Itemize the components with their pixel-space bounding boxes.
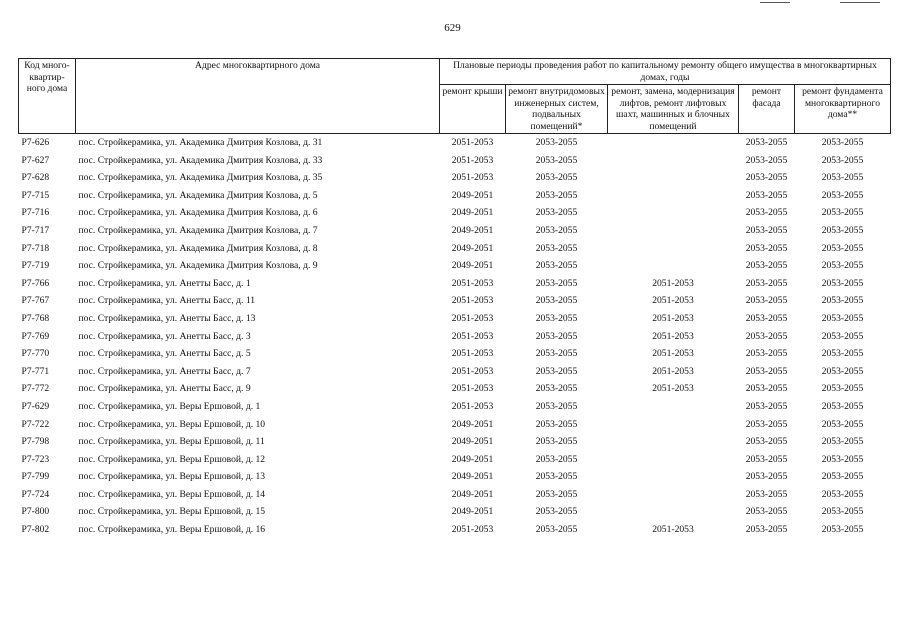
cell-roof: 2051-2053: [451, 172, 494, 184]
cell-foundation: 2053-2055: [821, 348, 864, 360]
cell-lifts: [608, 468, 739, 486]
cell-lifts: 2051-2053: [652, 524, 694, 536]
cell-roof: 2051-2053: [451, 524, 494, 536]
cell-lifts: 2051-2053: [652, 277, 694, 289]
cell-facade: 2053-2055: [745, 277, 788, 289]
cell-roof: 2051-2053: [451, 400, 494, 412]
cell-code: Р7-715: [21, 189, 50, 201]
cell-foundation: 2053-2055: [821, 137, 864, 148]
cell-lifts: [608, 152, 739, 170]
table-row: [19, 134, 891, 152]
header-lifts: ремонт, замена, модернизация лифтов, ремонт лифтовых шахт, машинных и блочных помещений: [608, 85, 739, 134]
cell-systems: 2053-2055: [535, 207, 578, 219]
cell-systems: 2053-2055: [535, 524, 578, 536]
cell-code: Р7-723: [21, 453, 50, 465]
table-row: [19, 468, 891, 486]
cell-address: пос. Стройкерамика, ул. Веры Ершовой, д. 15: [78, 506, 266, 518]
cell-systems: 2053-2055: [535, 189, 578, 201]
cell-systems: 2053-2055: [535, 471, 578, 483]
cell-systems: 2053-2055: [535, 295, 578, 307]
header-foundation: ремонт фундамента многоквартирного дома**: [795, 85, 891, 134]
table-row: [19, 169, 891, 187]
table-row: [19, 310, 891, 328]
cell-systems: 2053-2055: [535, 224, 578, 236]
cell-address: пос. Стройкерамика, ул. Академика Дмитрия Козлова, д. 6: [78, 207, 318, 219]
cell-address: пос. Стройкерамика, ул. Академика Дмитрия Козлова, д. 35: [78, 172, 323, 184]
cell-foundation: 2053-2055: [821, 524, 864, 536]
cell-roof: 2049-2051: [451, 224, 494, 236]
cell-lifts: 2051-2053: [652, 330, 694, 342]
cell-address: пос. Стройкерамика, ул. Анетты Басс, д. 11: [78, 295, 256, 307]
cell-foundation: 2053-2055: [821, 312, 864, 324]
cell-roof: 2049-2051: [451, 471, 494, 483]
cell-foundation: 2053-2055: [821, 330, 864, 342]
cell-foundation: 2053-2055: [821, 172, 864, 184]
cell-address: пос. Стройкерамика, ул. Анетты Басс, д. 5: [78, 348, 251, 360]
scan-edge-mark: [840, 2, 880, 3]
cell-roof: 2049-2051: [451, 207, 494, 219]
cell-address: пос. Стройкерамика, ул. Веры Ершовой, д. 10: [78, 418, 266, 430]
cell-lifts: [608, 204, 739, 222]
cell-address: пос. Стройкерамика, ул. Анетты Басс, д. 1: [78, 277, 251, 289]
cell-facade: 2053-2055: [745, 207, 788, 219]
cell-foundation: 2053-2055: [821, 418, 864, 430]
cell-roof: 2051-2053: [451, 137, 494, 148]
cell-roof: 2049-2051: [451, 242, 494, 254]
capital-repair-schedule-table: [18, 58, 891, 539]
table-row: [19, 398, 891, 416]
cell-foundation: 2053-2055: [821, 154, 864, 166]
cell-systems: 2053-2055: [535, 453, 578, 465]
table-row: [19, 486, 891, 504]
cell-code: Р7-628: [21, 172, 50, 184]
cell-systems: 2053-2055: [535, 506, 578, 518]
cell-systems: 2053-2055: [535, 383, 578, 395]
cell-facade: 2053-2055: [745, 312, 788, 324]
cell-code: Р7-770: [21, 348, 50, 360]
header-systems: ремонт внутридомовых инженерных систем, подвальных помещений*: [506, 85, 608, 134]
table-row: [19, 433, 891, 451]
cell-lifts: [608, 503, 739, 521]
cell-facade: 2053-2055: [745, 418, 788, 430]
cell-address: пос. Стройкерамика, ул. Веры Ершовой, д. 13: [78, 471, 266, 483]
cell-address: пос. Стройкерамика, ул. Анетты Басс, д. 7: [78, 365, 251, 377]
cell-facade: 2053-2055: [745, 295, 788, 307]
cell-roof: 2049-2051: [451, 418, 494, 430]
header-facade: ремонт фасада: [739, 85, 795, 134]
cell-systems: 2053-2055: [535, 172, 578, 184]
page-number: 629: [444, 22, 461, 34]
cell-foundation: 2053-2055: [821, 295, 864, 307]
table-row: [19, 416, 891, 434]
table-row: [19, 380, 891, 398]
cell-roof: 2051-2053: [451, 383, 494, 395]
cell-foundation: 2053-2055: [821, 260, 864, 272]
cell-facade: 2053-2055: [745, 365, 788, 377]
cell-roof: 2051-2053: [451, 154, 494, 166]
table-row: [19, 363, 891, 381]
cell-code: Р7-800: [21, 506, 50, 518]
cell-code: Р7-772: [21, 383, 50, 395]
cell-roof: 2051-2053: [451, 277, 494, 289]
cell-code: Р7-717: [21, 224, 50, 236]
cell-lifts: [608, 486, 739, 504]
cell-facade: 2053-2055: [745, 172, 788, 184]
cell-roof: 2051-2053: [451, 365, 494, 377]
cell-systems: 2053-2055: [535, 242, 578, 254]
table-row: [19, 187, 891, 205]
header-address: Адрес многоквартирного дома: [76, 59, 440, 134]
cell-address: пос. Стройкерамика, ул. Академика Дмитрия Козлова, д. 7: [78, 224, 318, 236]
cell-lifts: [608, 433, 739, 451]
cell-roof: 2051-2053: [451, 295, 494, 307]
table-row: [19, 503, 891, 521]
table-row: [19, 257, 891, 275]
cell-systems: 2053-2055: [535, 365, 578, 377]
cell-roof: 2049-2051: [451, 453, 494, 465]
cell-facade: 2053-2055: [745, 471, 788, 483]
table-row: [19, 292, 891, 310]
cell-code: Р7-716: [21, 207, 50, 219]
cell-roof: 2049-2051: [451, 506, 494, 518]
cell-lifts: [608, 416, 739, 434]
cell-foundation: 2053-2055: [821, 471, 864, 483]
cell-lifts: 2051-2053: [652, 348, 694, 360]
cell-address: пос. Стройкерамика, ул. Веры Ершовой, д. 11: [78, 436, 265, 448]
table-row: [19, 240, 891, 258]
cell-lifts: [608, 169, 739, 187]
cell-lifts: 2051-2053: [652, 365, 694, 377]
cell-address: пос. Стройкерамика, ул. Веры Ершовой, д. 16: [78, 524, 266, 536]
cell-facade: 2053-2055: [745, 242, 788, 254]
cell-roof: 2049-2051: [451, 260, 494, 272]
table-row: [19, 451, 891, 469]
cell-lifts: 2051-2053: [652, 383, 694, 395]
cell-roof: 2049-2051: [451, 488, 494, 500]
cell-code: Р7-722: [21, 418, 50, 430]
cell-systems: 2053-2055: [535, 154, 578, 166]
table-row: [19, 204, 891, 222]
cell-facade: 2053-2055: [745, 348, 788, 360]
cell-systems: 2053-2055: [535, 418, 578, 430]
cell-address: пос. Стройкерамика, ул. Академика Дмитрия Козлова, д. 8: [78, 242, 318, 254]
cell-systems: 2053-2055: [535, 260, 578, 272]
cell-facade: 2053-2055: [745, 488, 788, 500]
cell-code: Р7-769: [21, 330, 50, 342]
cell-facade: 2053-2055: [745, 453, 788, 465]
cell-lifts: [608, 257, 739, 275]
cell-foundation: 2053-2055: [821, 453, 864, 465]
cell-facade: 2053-2055: [745, 224, 788, 236]
table-row: [19, 152, 891, 170]
cell-code: Р7-629: [21, 400, 50, 412]
cell-facade: 2053-2055: [745, 524, 788, 536]
cell-address: пос. Стройкерамика, ул. Академика Дмитрия Козлова, д. 33: [78, 154, 323, 166]
scan-edge-mark: [760, 2, 790, 3]
cell-code: Р7-718: [21, 242, 50, 254]
cell-address: пос. Стройкерамика, ул. Анетты Басс, д. 9: [78, 383, 251, 395]
cell-systems: 2053-2055: [535, 348, 578, 360]
cell-facade: 2053-2055: [745, 400, 788, 412]
cell-code: Р7-802: [21, 524, 50, 536]
cell-roof: 2051-2053: [451, 312, 494, 324]
header-roof: ремонт крыши: [440, 85, 506, 134]
cell-foundation: 2053-2055: [821, 436, 864, 448]
cell-systems: 2053-2055: [535, 137, 578, 148]
cell-lifts: [608, 134, 739, 152]
cell-lifts: [608, 240, 739, 258]
header-periods: Плановые периоды проведения работ по капитальному ремонту общего имущества в многоквартирных домах, годы: [440, 59, 891, 85]
cell-foundation: 2053-2055: [821, 277, 864, 289]
table-row: [19, 345, 891, 363]
cell-address: пос. Стройкерамика, ул. Академика Дмитрия Козлова, д. 31: [78, 137, 323, 148]
cell-roof: 2049-2051: [451, 436, 494, 448]
table-row: [19, 328, 891, 346]
cell-code: Р7-627: [21, 154, 50, 166]
cell-facade: 2053-2055: [745, 260, 788, 272]
cell-address: пос. Стройкерамика, ул. Веры Ершовой, д. 1: [78, 400, 261, 412]
cell-lifts: [608, 451, 739, 469]
table-row: [19, 275, 891, 293]
table-row: [19, 222, 891, 240]
cell-code: Р7-766: [21, 277, 50, 289]
cell-roof: 2051-2053: [451, 348, 494, 360]
cell-systems: 2053-2055: [535, 436, 578, 448]
cell-code: Р7-767: [21, 295, 50, 307]
cell-address: пос. Стройкерамика, ул. Веры Ершовой, д. 12: [78, 453, 266, 465]
cell-code: Р7-768: [21, 312, 50, 324]
cell-code: Р7-719: [21, 260, 50, 272]
cell-lifts: 2051-2053: [652, 312, 694, 324]
header-code: Код много-квартир-ного дома: [19, 59, 76, 134]
cell-facade: 2053-2055: [745, 137, 788, 148]
cell-foundation: 2053-2055: [821, 488, 864, 500]
cell-systems: 2053-2055: [535, 400, 578, 412]
cell-systems: 2053-2055: [535, 277, 578, 289]
cell-foundation: 2053-2055: [821, 207, 864, 219]
cell-foundation: 2053-2055: [821, 242, 864, 254]
cell-facade: 2053-2055: [745, 383, 788, 395]
cell-code: Р7-771: [21, 365, 50, 377]
cell-foundation: 2053-2055: [821, 224, 864, 236]
cell-systems: 2053-2055: [535, 488, 578, 500]
cell-facade: 2053-2055: [745, 436, 788, 448]
cell-foundation: 2053-2055: [821, 383, 864, 395]
cell-facade: 2053-2055: [745, 189, 788, 201]
cell-facade: 2053-2055: [745, 154, 788, 166]
cell-systems: 2053-2055: [535, 312, 578, 324]
cell-roof: 2049-2051: [451, 189, 494, 201]
cell-address: пос. Стройкерамика, ул. Академика Дмитрия Козлова, д. 5: [78, 189, 318, 201]
cell-lifts: [608, 398, 739, 416]
cell-address: пос. Стройкерамика, ул. Анетты Басс, д. 13: [78, 312, 256, 324]
cell-code: Р7-799: [21, 471, 50, 483]
cell-lifts: [608, 187, 739, 205]
cell-lifts: [608, 222, 739, 240]
cell-lifts: 2051-2053: [652, 295, 694, 307]
cell-foundation: 2053-2055: [821, 400, 864, 412]
cell-systems: 2053-2055: [535, 330, 578, 342]
cell-foundation: 2053-2055: [821, 365, 864, 377]
cell-facade: 2053-2055: [745, 330, 788, 342]
cell-foundation: 2053-2055: [821, 506, 864, 518]
cell-address: пос. Стройкерамика, ул. Анетты Басс, д. 3: [78, 330, 251, 342]
cell-code: Р7-724: [21, 488, 50, 500]
table-row: [19, 521, 891, 539]
cell-foundation: 2053-2055: [821, 189, 864, 201]
cell-code: Р7-626: [21, 137, 50, 148]
cell-address: пос. Стройкерамика, ул. Академика Дмитрия Козлова, д. 9: [78, 260, 318, 272]
cell-address: пос. Стройкерамика, ул. Веры Ершовой, д. 14: [78, 488, 266, 500]
table-body: [19, 134, 891, 539]
cell-roof: 2051-2053: [451, 330, 494, 342]
cell-facade: 2053-2055: [745, 506, 788, 518]
cell-code: Р7-798: [21, 436, 50, 448]
